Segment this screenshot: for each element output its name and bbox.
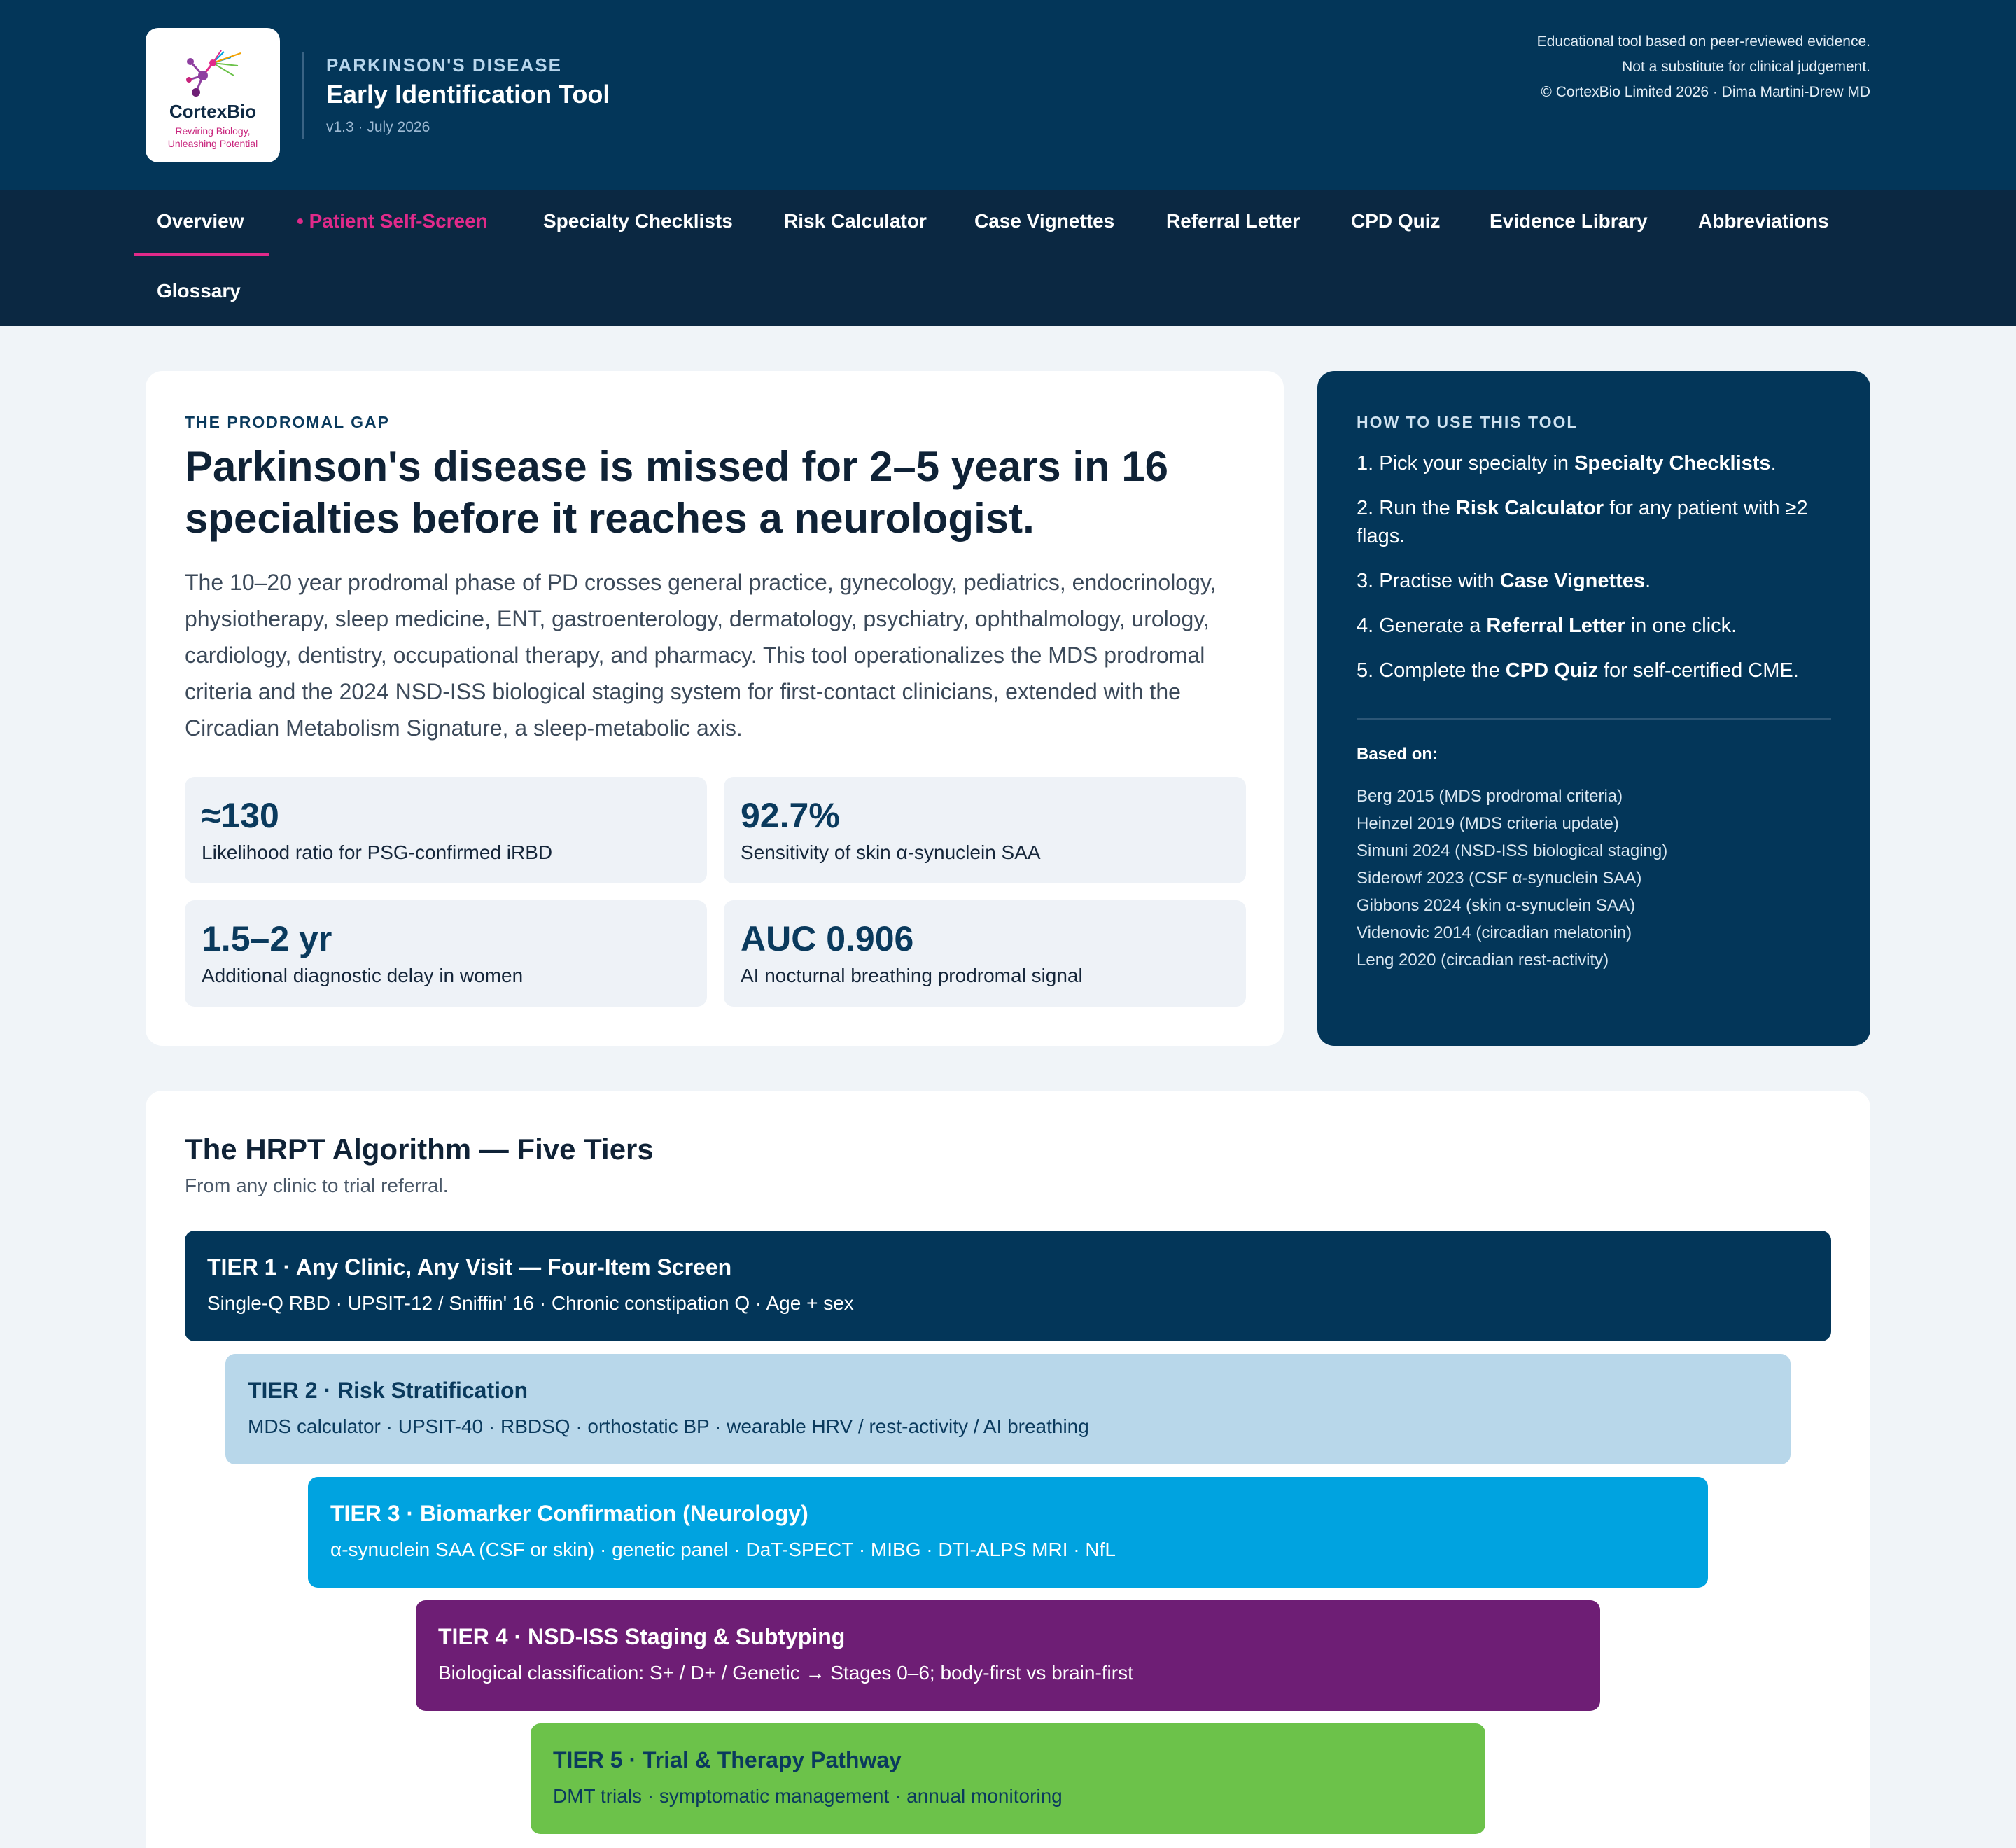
how-to-step: 2. Run the Risk Calculator for any patient with ≥2 flags. (1357, 497, 1808, 547)
tier-title: TIER 3 · Biomarker Confirmation (Neurology) (330, 1501, 808, 1526)
reference-item: Berg 2015 (MDS prodromal criteria) (1357, 787, 1623, 806)
active-tab-indicator (134, 253, 269, 256)
main-nav (0, 190, 2016, 326)
tier-description: Biological classification: S+ / D+ / Genetic → Stages 0–6; body-first vs brain-first (438, 1662, 1133, 1684)
tier-title: TIER 5 · Trial & Therapy Pathway (553, 1747, 902, 1772)
logo-tagline-line2: Unleashing Potential (167, 138, 258, 149)
app-version: v1.3 · July 2026 (326, 119, 430, 135)
tier-1-block (185, 1231, 1831, 1341)
stat-label: Sensitivity of skin α-synuclein SAA (741, 841, 1041, 863)
header-divider (302, 52, 304, 139)
reference-item: Siderowf 2023 (CSF α-synuclein SAA) (1357, 869, 1642, 888)
stat-tile (724, 900, 1246, 1007)
tier-5-block (531, 1723, 1485, 1834)
algorithm-subtitle: From any clinic to trial referral. (185, 1175, 449, 1196)
tab-specialty-checklists[interactable]: Specialty Checklists (543, 210, 733, 232)
how-to-step: 3. Practise with Case Vignettes. (1357, 570, 1651, 592)
app-title: Early Identification Tool (326, 80, 610, 108)
reference-item: Videnovic 2014 (circadian melatonin) (1357, 923, 1632, 942)
how-to-step: 4. Generate a Referral Letter in one click. (1357, 615, 1737, 637)
app-header (0, 0, 2016, 190)
prodromal-lead: The 10–20 year prodromal phase of PD crosses general practice, gynecology, pediatrics, endocrinology, physiotherapy, sleep medicine, ENT, gastroenterology, dermatology, psychiatry, ophthalmology, urology, cardiology, dentistry, occupational therapy, and pharmacy. This tool operationalizes the MDS prodromal criteria and the 2024 NSD-ISS biological staging system for first-contact clinicians, extended with the Circadian Metabolism Signature, a sleep-metabolic axis. (185, 570, 1217, 741)
tier-4-block (416, 1600, 1600, 1711)
stat-label: AI nocturnal breathing prodromal signal (741, 965, 1083, 986)
header-eyebrow: PARKINSON'S DISEASE (326, 55, 562, 76)
tab-overview[interactable]: Overview (157, 210, 244, 232)
how-to-steps (1357, 449, 1840, 701)
logo-tagline-line1: Rewiring Biology, (175, 125, 251, 136)
tier-title: TIER 2 · Risk Stratification (248, 1378, 528, 1403)
algorithm-title: The HRPT Algorithm — Five Tiers (185, 1133, 654, 1166)
stat-label: Additional diagnostic delay in women (202, 965, 524, 986)
reference-item: Gibbons 2024 (skin α-synuclein SAA) (1357, 896, 1636, 915)
molecule-logo-icon (182, 48, 245, 104)
copyright-line: © CortexBio Limited 2026 · Dima Martini-Drew MD (1541, 84, 1870, 100)
tab-evidence-library[interactable]: Evidence Library (1490, 210, 1648, 232)
stat-tile (185, 777, 707, 883)
tier-description: Single-Q RBD · UPSIT-12 / Sniffin' 16 · Chronic constipation Q · Age + sex (207, 1292, 854, 1314)
logo-tagline (146, 125, 280, 150)
tab-cpd-quiz[interactable]: CPD Quiz (1351, 210, 1441, 232)
stat-label: Likelihood ratio for PSG-confirmed iRBD (202, 841, 553, 863)
stat-value: 1.5–2 yr (202, 919, 332, 958)
tab-abbreviations[interactable]: Abbreviations (1698, 210, 1829, 232)
based-on-label: Based on: (1357, 745, 1438, 764)
tier-title: TIER 1 · Any Clinic, Any Visit — Four-Item Screen (207, 1254, 732, 1280)
tier-description: MDS calculator · UPSIT-40 · RBDSQ · orthostatic BP · wearable HRV / rest-activity / AI breathing (248, 1415, 1089, 1437)
logo-wordmark: CortexBio (169, 101, 257, 122)
tab-referral-letter[interactable]: Referral Letter (1166, 210, 1301, 232)
cortexbio-logo[interactable] (146, 28, 280, 162)
stat-value: 92.7% (741, 796, 840, 835)
hrpt-algorithm-card (146, 1091, 1870, 1848)
tier-description: DMT trials · symptomatic management · annual monitoring (553, 1785, 1063, 1807)
tab-risk-calculator[interactable]: Risk Calculator (784, 210, 927, 232)
reference-item: Simuni 2024 (NSD-ISS biological staging) (1357, 841, 1668, 860)
prodromal-gap-card (146, 371, 1284, 1046)
step-highlight: Risk Calculator (1455, 497, 1604, 519)
prodromal-headline: Parkinson's disease is missed for 2–5 years in 16 specialties before it reaches a neurologist. (185, 443, 1169, 542)
step-highlight: Specialty Checklists (1574, 452, 1771, 475)
how-to-step: 5. Complete the CPD Quiz for self-certified CME. (1357, 659, 1799, 682)
tier-description: α-synuclein SAA (CSF or skin) · genetic panel · DaT-SPECT · MIBG · DTI-ALPS MRI · NfL (330, 1539, 1116, 1560)
tab-patient-self-screen[interactable]: • Patient Self-Screen (297, 210, 488, 232)
stat-value: ≈130 (202, 796, 279, 835)
step-highlight: CPD Quiz (1505, 659, 1598, 682)
disclaimer-line: Educational tool based on peer-reviewed evidence. (1536, 34, 1870, 50)
divider (1357, 718, 1831, 720)
section-eyebrow: THE PRODROMAL GAP (185, 413, 390, 431)
stat-tile (724, 777, 1246, 883)
reference-item: Leng 2020 (circadian rest-activity) (1357, 951, 1609, 969)
step-highlight: Case Vignettes (1499, 570, 1646, 592)
tab-case-vignettes[interactable]: Case Vignettes (974, 210, 1115, 232)
tab-glossary[interactable]: Glossary (157, 280, 241, 302)
step-highlight: Referral Letter (1486, 615, 1625, 637)
header-disclaimer (1537, 29, 1870, 105)
stat-tile (185, 900, 707, 1007)
tier-3-block (308, 1477, 1708, 1588)
reference-item: Heinzel 2019 (MDS criteria update) (1357, 814, 1619, 833)
how-to-step: 1. Pick your specialty in Specialty Checklists. (1357, 452, 1777, 475)
reference-list (1357, 783, 1667, 974)
disclaimer-line: Not a substitute for clinical judgement. (1622, 59, 1870, 75)
tier-2-block (225, 1354, 1791, 1464)
section-eyebrow: HOW TO USE THIS TOOL (1357, 413, 1578, 431)
how-to-use-card (1317, 371, 1870, 1046)
tier-title: TIER 4 · NSD-ISS Staging & Subtyping (438, 1624, 846, 1649)
stat-value: AUC 0.906 (741, 919, 914, 958)
